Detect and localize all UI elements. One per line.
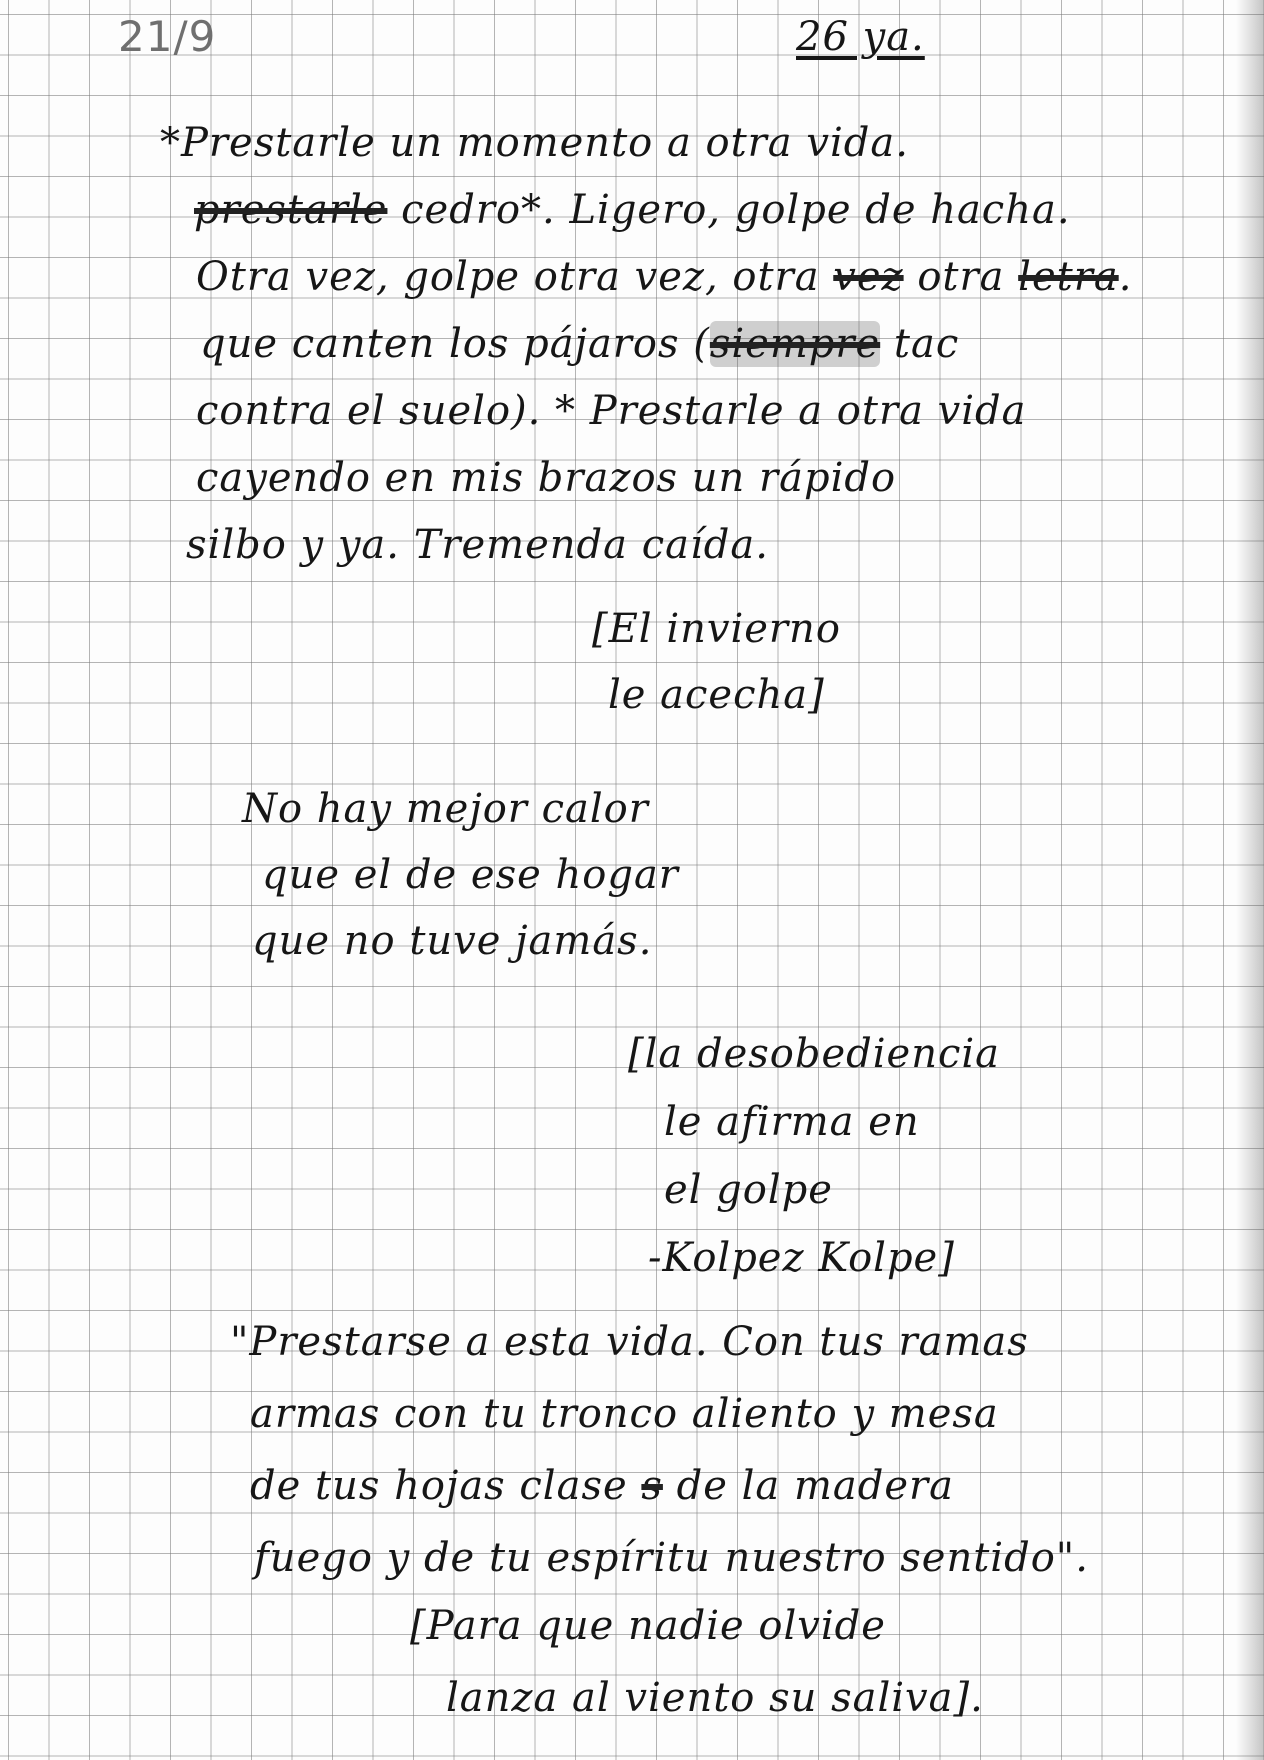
stanza-line: le acecha] [608,672,825,718]
stanza-line: "Prestarse a esta vida. Con tus ramas [230,1319,1029,1365]
line-text: Otra vez, golpe otra vez, otra [196,254,820,300]
stanza-line: [Para que nadie olvide [410,1603,886,1649]
stanza-line: le afirma en [664,1099,920,1145]
stanza-line: lanza al viento su saliva]. [446,1675,984,1721]
line-text: otra [917,254,1005,300]
crossed-out-word: prestarle [194,187,388,233]
crossed-out-word: letra [1018,254,1119,300]
stanza-line: cayendo en mis brazos un rápido [196,455,897,501]
stanza-line: [El invierno [592,606,841,652]
stanza-line: fuego y de tu espíritu nuestro sentido". [254,1535,1089,1581]
stanza-line [160,311,1132,378]
pencil-date: 21/9 [118,12,217,61]
stanza-line [230,1450,1089,1522]
stanza-calor [242,776,679,974]
header-date: 26 ya. [796,14,925,60]
stanza-line: -Kolpez Kolpe] [648,1235,955,1281]
stanza-line: silbo y ya. Tremenda caída. [186,522,769,568]
crossed-out-word: siempre [709,321,881,367]
stanza-line: que el de ese hogar [262,852,679,898]
bracket-saliva [410,1590,984,1734]
stanza-prestarse [230,1306,1089,1594]
stanza-line: armas con tu tronco aliento y mesa [250,1391,999,1437]
stanza-line: *Prestarle un momento a otra vida. [160,120,909,166]
stanza-line [160,244,1132,311]
line-text: tac [880,321,960,367]
line-text: cedro*. Ligero, golpe de hacha. [401,187,1071,233]
stanza-line: que no tuve jamás. [252,918,653,964]
stanza-prestarle [160,110,1132,579]
stanza-line: [la desobediencia [628,1031,1000,1077]
line-text: que canten los pájaros ( [200,321,710,367]
line-text: de tus hojas clase [250,1463,642,1509]
line-text: . [1118,254,1133,300]
line-text: de la madera [662,1463,954,1509]
bracket-invierno [592,596,841,728]
crossed-out-word: vez [833,254,904,300]
stanza-line [160,177,1132,244]
bracket-desobediencia [628,1020,1000,1292]
crossed-out-word: s [641,1463,663,1509]
stanza-line: No hay mejor calor [242,786,649,832]
stanza-line: el golpe [664,1167,833,1213]
stanza-line: contra el suelo). * Prestarle a otra vida [196,388,1027,434]
